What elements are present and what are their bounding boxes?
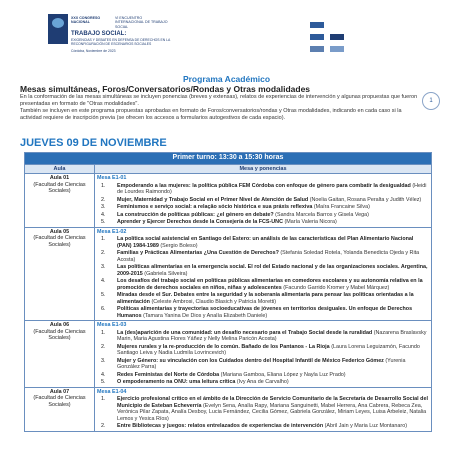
ponencia-authors: (Sergio Boleso) [160, 242, 198, 249]
list-item [97, 212, 429, 219]
item-number: 4. [101, 278, 106, 284]
document-header [48, 14, 408, 58]
item-text [117, 197, 429, 204]
item-text [117, 344, 429, 357]
ponencia-title: Feminismos e serviço social: a relação sócio histórica e sua práxis reflexiva [117, 204, 313, 210]
column-header-aula: Aula [25, 164, 95, 174]
day-heading: JUEVES 09 DE NOVIEMBRE [20, 137, 167, 149]
ponencia-authors: (Sandra Marcela Barros y Gisela Vega) [275, 211, 369, 218]
ponencia-authors: (Tamara Yanina De Dios y Analía Elizabeth Daniele) [143, 312, 268, 319]
header-title: TRABAJO SOCIAL: [71, 31, 127, 37]
ponencias-list [97, 330, 429, 386]
sponsor-logo-icon [310, 34, 324, 40]
sponsor-logo-icon [310, 22, 324, 28]
sponsor-logo-icon [310, 46, 324, 52]
item-text [117, 306, 429, 319]
ponencia-authors: (Stefania Soledad Rotela, Yolanda Benedicta Ojeda y Rita Acosta) [117, 250, 420, 263]
item-number: 6. [101, 306, 106, 312]
mesa-cell [95, 227, 432, 321]
mesa-title: Mesa E1-01 [97, 175, 127, 181]
ponencia-authors: (Yurenia González Parra) [117, 357, 406, 370]
ponencias-list [97, 183, 429, 226]
sub-title: Mesas simultáneas, Foros/Conversatorios/Rondas y Otras modalidades [20, 84, 311, 94]
item-text [117, 212, 429, 219]
header-subtitle: EXIGENCIAS Y DEBATES EN DEFENSA DE DERECHOS EN LA RECONFIGURACIÓN DE ESCENARIOS SOCIALES [71, 38, 171, 46]
item-text [117, 250, 429, 263]
item-text [117, 379, 429, 386]
ponencia-authors: (Abril Jain y Maria Luz Montanaro) [324, 423, 408, 429]
intro-text [20, 94, 420, 122]
ponencia-title: Ejercicio profesional crítico en el ámbito de la Dirección de Servicio Comunitario de la Secretaría de Desarrollo Social del Municipio de Esteban Echeverría [117, 396, 428, 409]
item-number: 3. [101, 264, 106, 270]
mesa-cell [95, 321, 432, 388]
table-row [25, 321, 432, 388]
item-text [117, 423, 429, 430]
mesa-title: Mesa E1-03 [97, 322, 127, 328]
aula-cell [25, 174, 95, 228]
item-text [117, 330, 429, 343]
item-number: 1. [101, 396, 106, 402]
item-text [117, 396, 429, 422]
section-title: Programa Académico [182, 74, 271, 84]
item-number: 4. [101, 211, 106, 218]
list-item [97, 344, 429, 357]
ponencia-title: Los desafíos del trabajo social en políticas públicas alimentarias en comedores escolares y su autonomía relativa en la promoción de derechos sociales en niños, niñas y adolescentes [117, 278, 423, 291]
mesa-cell [95, 387, 432, 431]
ponencia-authors: (Celeste Ambrosi, Claudio Blasich y Patricia Moretti) [151, 298, 277, 305]
brand-line-1: XXX CONGRESO NACIONAL [71, 16, 101, 25]
list-item [97, 204, 429, 211]
item-number: 1. [101, 236, 106, 242]
aula-name: Aula 05 [49, 228, 70, 235]
list-item [97, 264, 429, 277]
mesa-title: Mesa E1-04 [97, 388, 127, 395]
ponencia-authors: (Facundo Garrido Kromer y Mabel Márquez) [283, 284, 390, 291]
aula-name: Aula 06 [49, 322, 70, 328]
ponencia-authors: (Noelia Gaitan, Rosana Peralta y Judith Vélez) [309, 196, 422, 203]
aula-faculty: (Facultad de Ciencias Sociales) [33, 395, 86, 408]
list-item [97, 358, 429, 371]
mesa-title: Mesa E1-02 [97, 228, 127, 235]
item-text [117, 264, 429, 277]
ponencia-title: La política social asistencial en Santiago del Estero: un análisis de las características del Plan Alimentario Nacional (PAN) 1984-1989 [117, 236, 414, 249]
ponencias-list [97, 396, 429, 430]
list-item [97, 306, 429, 319]
list-item [97, 183, 429, 196]
item-number: 2. [101, 423, 106, 429]
list-item [97, 423, 429, 430]
ponencia-title: O empoderamento na ONU: uma leitura crítica [117, 379, 236, 385]
ponencia-authors: (María Valeria Nicora) [284, 219, 337, 225]
list-item [97, 396, 429, 422]
aula-faculty: (Facultad de Ciencias Sociales) [33, 181, 86, 194]
ponencia-title: Familias y Prácticas Alimentarias ¿Una Cuestión de Derechos? [117, 250, 279, 256]
list-item [97, 250, 429, 263]
list-item [97, 219, 429, 226]
item-number: 5. [101, 292, 106, 298]
ponencia-title: Mujer y Género: su vinculación con los Cuidados dentro del Hospital Infantil de México Federico Gómez [117, 357, 384, 364]
item-number: 3. [101, 357, 106, 364]
item-text [117, 219, 429, 226]
aula-cell [25, 227, 95, 321]
ponencia-title: La (des)aparición de una comunidad: un desafío necesario para el Trabajo Social desde la ruralidad [117, 329, 373, 336]
page-number-badge: 1 [422, 92, 440, 110]
item-text [117, 204, 429, 211]
header-date: Córdoba, Noviembre de 2023 [71, 49, 116, 53]
item-text [117, 292, 429, 305]
item-text [117, 236, 429, 249]
ponencia-authors: (Heidi de Lourdes Raimondo) [117, 182, 427, 195]
ponencias-list [97, 236, 429, 319]
aula-name: Aula 01 [49, 175, 70, 181]
list-item [97, 278, 429, 291]
list-item [97, 236, 429, 249]
item-number: 2. [101, 196, 106, 203]
list-item [97, 292, 429, 305]
intro-paragraph: También se incluyen en este programa propuestas aprobadas en formato de Foros/conversatorios/rondas y Otras modalidades, indicando en cada caso si la actividad requiere de inscripción previa (se ofrecen los accesos a formularios autogestivos de cada espacio). [20, 108, 402, 121]
turno-label: Primer turno: 13:30 a 15:30 horas [25, 153, 432, 165]
ponencia-authors: (Nazarena Braslavsky Marin, Maria Agustina Flores Yáñez y Nelly Melina Paricón Acosta) [117, 329, 427, 342]
item-text [117, 183, 429, 196]
aula-cell [25, 387, 95, 431]
aula-cell [25, 321, 95, 388]
column-header-mesa: Mesa y ponencias [95, 164, 432, 174]
ponencia-title: Empoderando a las mujeres: la política pública FEM Córdoba con enfoque de género para combatir la desigualdad [117, 182, 411, 189]
ponencia-title: Redes Feministas del Norte de Córdoba [117, 371, 220, 378]
item-number: 2. [101, 250, 106, 256]
item-text [117, 358, 429, 371]
congress-logo-icon [48, 14, 68, 44]
ponencia-title: Mujeres rurales y la re-producción de lo común. Bañado de los Pantanos - La Rioja [117, 343, 330, 350]
mesa-cell [95, 174, 432, 228]
table-row [25, 174, 432, 228]
ponencia-title: Políticas alimentarias y trayectorias socioeducativas de jóvenes en territorios desiguales. Un enfoque de Derechos Humanos [117, 306, 413, 319]
ponencia-title: Aprender y Ejercer Derechos desde la Consejería de la FCS-UNC [117, 219, 283, 225]
item-number: 2. [101, 343, 106, 350]
ponencia-authors: (Evelyn Sena, Analía Rapy, Mariana Sanguinetti, Mabel Herrera, Ana Cabrera, Rebeca Zea, Verónica Pilar Zapata, Analía Desboy, Lucia Fernández, Cecilia Gómez, Gabriela González, Miriam Leyes, Luisa Arbeleiz, Natalia Lemos y Yesica Ríos) [117, 402, 427, 422]
item-number: 1. [101, 329, 106, 336]
ponencia-title: Mujer, Maternidad y Trabajo Social en el Primer Nivel de Atención de Salud [117, 196, 309, 203]
aula-faculty: (Facultad de Ciencias Sociales) [33, 328, 86, 341]
ponencia-authors: (Maíra Francaine Silva) [313, 204, 370, 210]
table-body [25, 174, 432, 432]
list-item [97, 197, 429, 204]
table-row [25, 227, 432, 321]
list-item [97, 330, 429, 343]
item-number: 1. [101, 182, 106, 189]
ponencia-authors: (Mariana Gamboa, Eliana López y Nayla Luz Prado) [220, 371, 346, 378]
table-row [25, 387, 432, 431]
aula-faculty: (Facultad de Ciencias Sociales) [33, 235, 86, 248]
sponsor-logo-icon [330, 46, 344, 52]
ponencia-title: Miradas desde el Sur. Debates entre la seguridad y la soberanía alimentaria para pensar las políticas orientadas a la alimentación [117, 292, 414, 305]
aula-name: Aula 07 [49, 388, 70, 395]
list-item [97, 379, 429, 386]
intro-paragraph: En la conformación de las mesas simultáneas se incluyen ponencias (breves y extensas), relatos de experiencias de intervención y algunas propuestas que fueron presentadas en formato de "Otras modalidades". [20, 94, 418, 107]
ponencia-title: La construcción de políticas públicas: ¿el género en debate? [117, 211, 274, 218]
item-number: 5. [101, 379, 106, 385]
item-text [117, 372, 429, 379]
item-number: 3. [101, 204, 106, 210]
ponencia-title: Entre Bibliotecas y juegos: relatos entrelazados de experiencias de intervención [117, 423, 324, 429]
item-number: 5. [101, 219, 106, 225]
ponencia-authors: (Laura Lorena Leguizamón, Facundo Santiago Leiva y Nadia Ludmila Lovrincevich) [117, 343, 420, 356]
item-number: 4. [101, 371, 106, 378]
sponsor-logo-icon [330, 34, 344, 40]
ponencia-title: Las políticas alimentarias en la emergencia social. El rol del Estado nacional y de las organizaciones sociales. Argentina, 2009-2015 [117, 264, 428, 277]
schedule-table [24, 152, 432, 432]
list-item [97, 372, 429, 379]
ponencia-authors: (Ivy Ana de Carvalho) [236, 379, 289, 385]
turno-row [25, 153, 432, 165]
item-text [117, 278, 429, 291]
ponencia-authors: (Gabriela Silveira) [144, 270, 188, 277]
brand-line-2: VI ENCUENTRO INTERNACIONAL DE TRABAJO SOCIAL [115, 16, 168, 29]
table-header-row [25, 164, 432, 174]
